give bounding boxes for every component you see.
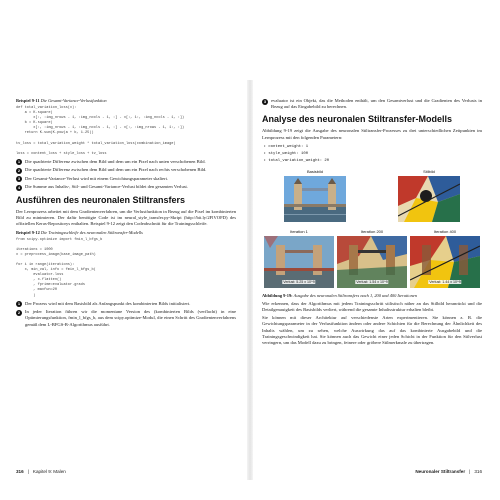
- callout-item: [16, 309, 236, 328]
- iteration-200-loss: Verlust: 1.54 x 10^9: [356, 279, 388, 284]
- iteration-400-loss: Verlust: 1.44 x 10^9: [429, 279, 461, 284]
- base-image: [284, 176, 346, 222]
- code-line: ): [16, 293, 36, 298]
- code-line: , fprime=evaluator.grads: [16, 283, 86, 288]
- right-page-number: 316: [474, 469, 482, 474]
- parameter-item: • content_weight: 1: [264, 143, 482, 150]
- code-listing-9-11: [16, 106, 236, 157]
- code-listing-9-12: [16, 238, 236, 299]
- parameter-list: [264, 143, 482, 164]
- callout-item: [16, 184, 236, 191]
- iteration-1-label: Iteration 1: [290, 228, 308, 234]
- callout-text: Die Summe aus Inhalts-, Stil- und Gesamt-Variance-Verlust bildet den gesamten Verlust.: [25, 184, 188, 190]
- callout-text: Die quadrierte Differenz zwischen dem Bild und dem um ein Pixel nach rechts verschobenen Bild.: [25, 167, 207, 173]
- callout-item: [262, 98, 482, 110]
- body-paragraph: Der Lernprozess arbeitet mit dem Gradientenverfahren, um die Verlustfunktion in Bezug auf die Pixel im kombinierten Bild zu minimieren. Der dafür benötigte Code ist im neural_style_transfer.py-Skript (http://bit.ly/2FlVOFD) des offiziellen Keras-Repositorys enthalten. Beispiel 9-12 zeigt den Codeabschnitt für die Trainingsschleife.: [16, 208, 236, 227]
- callout-number-icon: 4: [17, 184, 21, 190]
- callout-list-2: [16, 301, 236, 328]
- callout-text: evaluator ist ein Objekt, das die Methoden enthält, um den Gesamtverlust und die Gradienten des Verlusts in Bezug auf das Eingabebild zu berechnen.: [271, 98, 482, 110]
- right-section-title: Neuronaler Stiltransfer: [415, 469, 466, 474]
- code-line: from scipy.optimize import fmin_l_bfgs_b: [16, 237, 103, 242]
- left-page-footer: 316 | Kapitel 9: Malen: [16, 469, 66, 474]
- code-line: , maxfun=20: [16, 288, 57, 293]
- body-paragraph: Wie erkennen, dass der Algorithmus mit jedem Trainingsschritt stilistisch näher an das Stilbild heranrückt und die Detailgenauigkeit des Basisbilds verliert, während die gesamte Inhaltsstruktur erhalten bleibt.: [262, 300, 482, 313]
- callout-number-icon: 3: [17, 176, 21, 182]
- right-page-footer: Neuronaler Stiltransfer | 316: [415, 469, 482, 474]
- listing-caption-9-12: Beispiel 9-12 Die Trainingsschleife des neuronalen Stiltransfer-Modells: [16, 229, 143, 235]
- section-heading: Ausführen des neuronalen Stiltransfers: [16, 194, 186, 205]
- section-heading: Analyse des neuronalen Stiltransfer-Modells: [262, 114, 453, 125]
- code-line: b = K.square(: [16, 121, 53, 126]
- code-line: for i in range(iterations):: [16, 263, 75, 268]
- callout-number-icon: 2: [17, 309, 21, 315]
- code-line: , x.flatten(): [16, 278, 62, 283]
- body-paragraph: Abbildung 9-19 zeigt die Ausgabe des neuronalen Stiltransfer-Prozesses zu drei unterschiedlichen Zeitpunkten im Lernprozess mit den folgenden Parametern:: [262, 128, 482, 140]
- left-chapter-title: Kapitel 9: Malen: [32, 469, 66, 474]
- left-page: [16, 98, 236, 470]
- code-line: iterations = 1000: [16, 247, 53, 252]
- right-page: [262, 98, 482, 470]
- figure-caption: Abbildung 9-19: Ausgabe des neuronalen Stiltransfers nach 1, 200 und 400 Iterationen: [262, 292, 417, 298]
- code-line: a = K.square(: [16, 111, 53, 116]
- callout-number-icon: 1: [17, 301, 21, 307]
- callout-text: In jeder Iteration führen wir die momentane Version des (kombinierten Bilds (verflacht) in eine Optimierungsfunktion, fmin_l_bfgs_b, aus dem scipy.optimize-Modul, die einen Schritt des Gradientenverfahrens gemäß dem L-BFGS-B-Algorithmus ausführt.: [25, 309, 236, 327]
- style-image: [398, 176, 460, 222]
- figure-9-19: [262, 168, 482, 290]
- book-gutter: [247, 80, 253, 480]
- parameter-item: • total_variation_weight: 20: [264, 157, 482, 164]
- callout-item: [16, 301, 236, 308]
- code-line: def total_variation_loss(x):: [16, 106, 77, 110]
- iteration-400-label: Iteration 400: [433, 228, 457, 234]
- callout-text: Der Gesamt-Variance-Verlust wird mit einem Gewichtungsparameter skaliert.: [25, 175, 168, 181]
- iteration-1-loss: Verlust: 5.25 x 10^9: [283, 279, 315, 284]
- style-image-label: Stilbild: [423, 168, 435, 174]
- callout-number-icon: 2: [17, 167, 21, 173]
- callout-number-icon: 1: [17, 159, 21, 165]
- callout-text: Die quadrierte Differenz zwischen dem Bild und dem um ein Pixel nach unten verschobenen Bild.: [25, 158, 206, 164]
- callout-number-icon: 3: [263, 98, 267, 104]
- code-line: evaluator.loss: [16, 273, 64, 278]
- code-line: x[:, :img_nrows - 1, :img_ncols - 1, :] - x[:, 1:, :img_ncols - 1, :]): [16, 116, 185, 121]
- base-image-label: Basisbild: [306, 168, 324, 174]
- code-line: return K.sum(K.pow(a + b, 1.25)): [16, 131, 94, 136]
- callout-list-1: [16, 159, 236, 191]
- parameter-item: • style_weight: 100: [264, 150, 482, 157]
- listing-caption-9-11: Beispiel 9-11 Die Gesamt-Variance-Verlustfunktion: [16, 98, 107, 103]
- callout-item: [16, 159, 236, 166]
- code-line: tv_loss = total_variation_weight * total_variation_loss(combination_image): [16, 141, 176, 146]
- callout-item: [16, 176, 236, 183]
- code-line: x = preprocess_image(base_image_path): [16, 252, 96, 257]
- body-paragraph: Sie können mit dieser Architektur auf verschiedenste Arten experimentieren. Sie können z. B. die Gewichtungsparameter in der Verlustfunktion ändern oder andere Schichten für die Berechnung der Ähnlichkeit des Inhalts wählen, um zu sehen, welche Auswirkung das auf das kombinierte Ausgabebild und die Trainingsgeschwindigkeit hat. Sie können auch das Gewicht einer jeden Schicht in der Funktion für den Stilverlust verringern, um das Modell dazu zu bringen, feinere oder gröbere Stilmerkmale zu übertragen.: [262, 315, 482, 346]
- code-line: x[:, :img_nrows - 1, :img_ncols - 1, :] - x[:, :img_nrows - 1, 1:, :]): [16, 126, 185, 131]
- left-page-number: 316: [16, 469, 24, 474]
- iteration-200-label: Iteration 200: [360, 228, 384, 234]
- code-line: x, min_val, info = fmin_l_bfgs_b(: [16, 268, 96, 273]
- code-line: loss = content_loss + style_loss + tv_loss: [16, 151, 107, 156]
- callout-item: [16, 167, 236, 174]
- callout-text: Der Prozess wird mit dem Basisbild als Anfangspunkt des kombinierten Bilds initialisiert.: [25, 300, 191, 306]
